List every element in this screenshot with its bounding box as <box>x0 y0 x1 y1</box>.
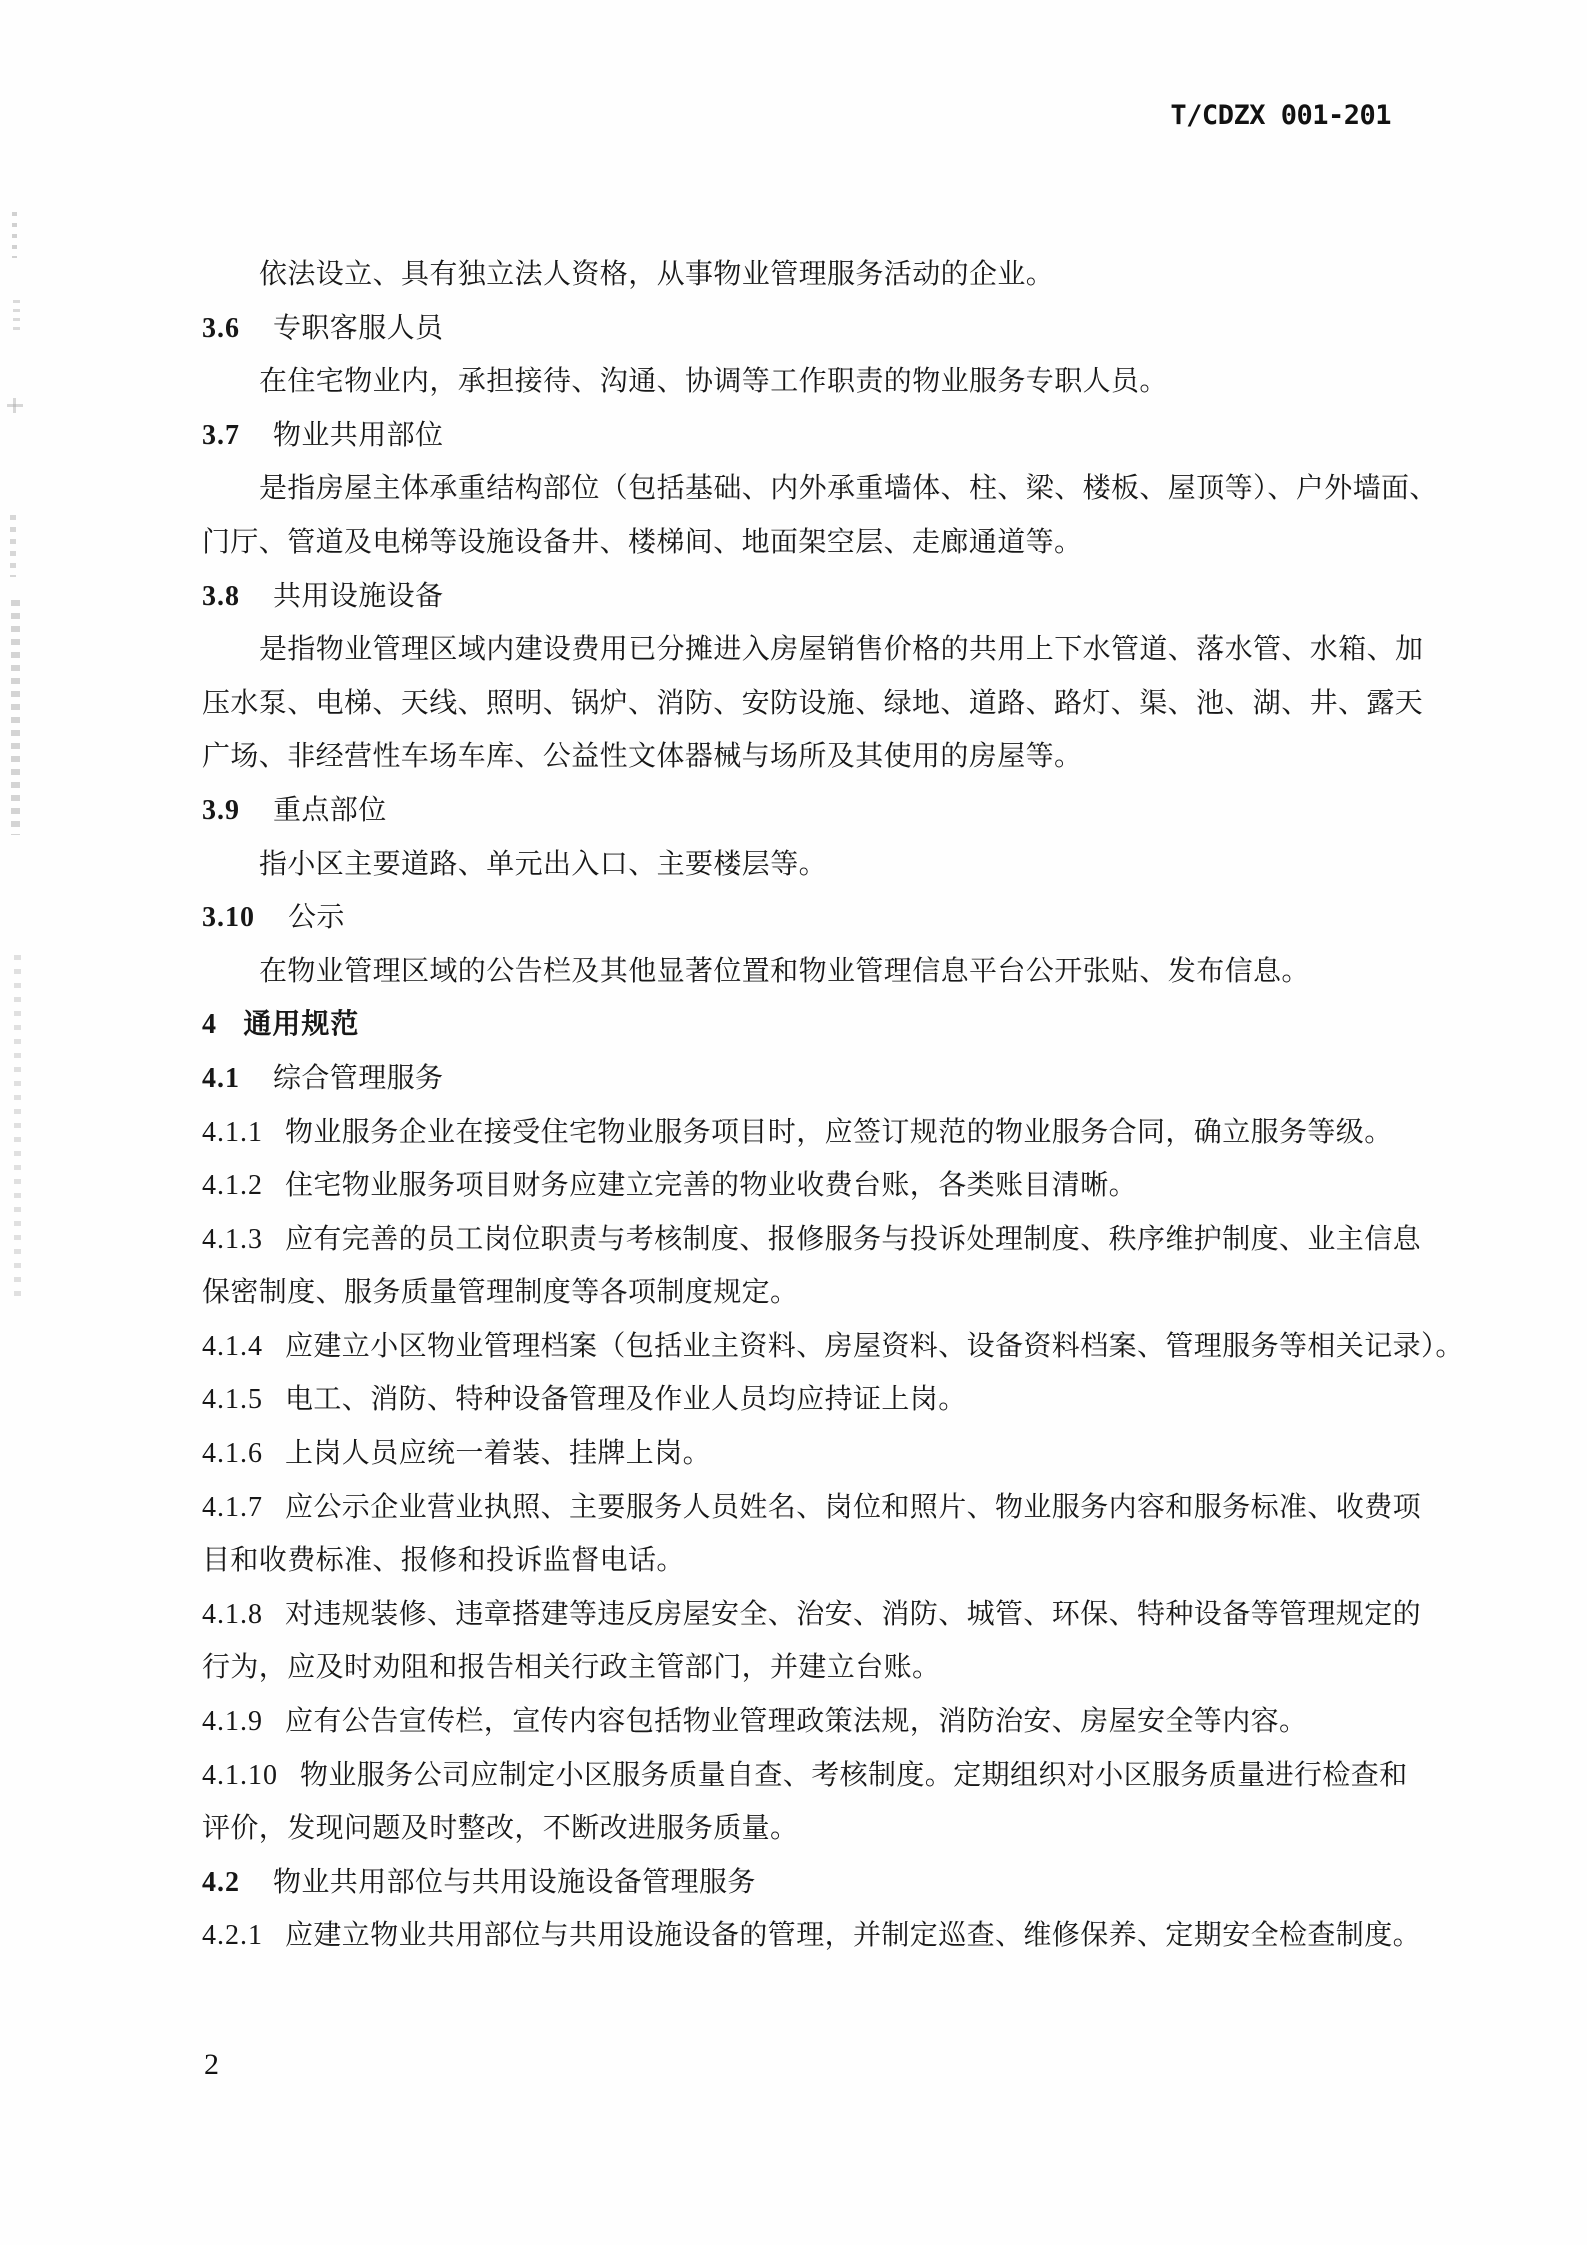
line-text: 物业共用部位与共用设施设备管理服务 <box>273 1866 756 1898</box>
line-text: 广场、非经营性车场车库、公益性文体器械与场所及其使用的房屋等。 <box>202 741 1083 773</box>
paragraph-line <box>202 730 1442 784</box>
line-text: 应建立小区物业管理档案（包括业主资料、房屋资料、设备资料档案、管理服务等相关记录）。 <box>285 1330 1464 1362</box>
line-text: 住宅物业服务项目财务应建立完善的物业收费台账，各类账目清晰。 <box>285 1170 1138 1202</box>
clause-number: 4.1.5 <box>202 1384 263 1416</box>
paragraph-line <box>202 355 1442 409</box>
clause-line <box>202 1481 1442 1535</box>
line-text: 评价，发现问题及时整改，不断改进服务质量。 <box>202 1813 799 1845</box>
clause-line <box>202 1909 1442 1963</box>
clause-number: 4.2 <box>202 1866 240 1898</box>
line-text: 对违规装修、违章搭建等违反房屋安全、治安、消防、城管、环保、特种设备等管理规定的 <box>285 1598 1422 1630</box>
section-heading <box>202 302 1442 356</box>
scan-artifact <box>13 300 20 330</box>
section-heading <box>202 570 1442 624</box>
paragraph-line <box>202 838 1442 892</box>
clause-number: 4.1.1 <box>202 1116 263 1148</box>
line-text: 应建立物业共用部位与共用设施设备的管理，并制定巡查、维修保养、定期安全检查制度。 <box>285 1920 1422 1952</box>
paragraph-line <box>202 1534 1442 1588</box>
section-heading <box>202 409 1442 463</box>
paragraph-line <box>202 248 1442 302</box>
section-heading <box>202 891 1442 945</box>
line-text: 应有完善的员工岗位职责与考核制度、报修服务与投诉处理制度、秩序维护制度、业主信息 <box>285 1223 1422 1255</box>
clause-line <box>202 1159 1442 1213</box>
line-text: 物业共用部位 <box>273 419 444 451</box>
clause-line <box>202 1106 1442 1160</box>
clause-number: 4.1 <box>202 1062 240 1094</box>
scan-artifact <box>13 398 16 413</box>
clause-line <box>202 1588 1442 1642</box>
paragraph-line <box>202 623 1442 677</box>
line-text: 是指物业管理区域内建设费用已分摊进入房屋销售价格的共用上下水管道、落水管、水箱、加 <box>259 634 1424 666</box>
line-text: 物业服务公司应制定小区服务质量自查、考核制度。定期组织对小区服务质量进行检查和 <box>300 1759 1408 1791</box>
clause-number: 4.1.2 <box>202 1170 263 1202</box>
line-text: 压水泵、电梯、天线、照明、锅炉、消防、安防设施、绿地、道路、路灯、渠、池、湖、井、露天 <box>202 687 1424 719</box>
scan-artifact <box>7 404 23 407</box>
clause-number: 4.1.4 <box>202 1330 263 1362</box>
line-text: 目和收费标准、报修和投诉监督电话。 <box>202 1545 685 1577</box>
clause-number: 4.1.6 <box>202 1438 263 1470</box>
line-text: 依法设立、具有独立法人资格，从事物业管理服务活动的企业。 <box>259 259 1055 290</box>
line-text: 电工、消防、特种设备管理及作业人员均应持证上岗。 <box>285 1384 967 1416</box>
clause-number: 3.9 <box>202 794 240 826</box>
document-body <box>202 248 1464 1963</box>
clause-line <box>202 1695 1442 1749</box>
paragraph-line <box>202 1641 1442 1695</box>
line-text: 应有公告宣传栏，宣传内容包括物业管理政策法规，消防治安、房屋安全等内容。 <box>285 1706 1308 1738</box>
clause-number: 3.10 <box>202 902 255 934</box>
clause-number: 4.1.10 <box>202 1759 278 1791</box>
line-text: 公示 <box>288 902 345 934</box>
clause-number: 4 <box>202 1009 217 1041</box>
line-text: 综合管理服务 <box>273 1062 444 1094</box>
clause-line <box>202 1427 1442 1481</box>
clause-number: 4.1.9 <box>202 1706 263 1738</box>
scan-artifact <box>14 955 21 1300</box>
line-text: 上岗人员应统一着装、挂牌上岗。 <box>285 1438 712 1470</box>
line-text: 保密制度、服务质量管理制度等各项制度规定。 <box>202 1277 799 1309</box>
paragraph-line <box>202 1266 1442 1320</box>
scan-artifact <box>12 212 17 258</box>
clause-line <box>202 1320 1464 1374</box>
clause-number: 3.8 <box>202 580 240 612</box>
paragraph-line <box>202 462 1442 516</box>
clause-number: 4.1.3 <box>202 1223 263 1255</box>
clause-line <box>202 1213 1442 1267</box>
line-text: 通用规范 <box>243 1009 360 1041</box>
clause-number: 3.7 <box>202 419 240 451</box>
line-text: 行为，应及时劝阻和报告相关行政主管部门，并建立台账。 <box>202 1652 941 1684</box>
line-text: 是指房屋主体承重结构部位（包括基础、内外承重墙体、柱、梁、楼板、屋顶等）、户外墙面、 <box>259 473 1438 505</box>
chapter-heading <box>202 998 1442 1052</box>
line-text: 在住宅物业内，承担接待、沟通、协调等工作职责的物业服务专职人员。 <box>259 366 1168 398</box>
page-number: 2 <box>204 2048 219 2081</box>
paragraph-line <box>202 516 1442 570</box>
scan-artifact <box>10 515 16 577</box>
clause-number: 4.2.1 <box>202 1920 263 1952</box>
paragraph-line <box>202 945 1442 999</box>
section-heading <box>202 784 1442 838</box>
paragraph-line <box>202 1802 1442 1856</box>
scan-artifact <box>11 600 20 835</box>
section-heading <box>202 1052 1442 1106</box>
line-text: 专职客服人员 <box>273 312 444 344</box>
line-text: 应公示企业营业执照、主要服务人员姓名、岗位和照片、物业服务内容和服务标准、收费项 <box>285 1491 1422 1523</box>
line-text: 在物业管理区域的公告栏及其他显著位置和物业管理信息平台公开张贴、发布信息。 <box>259 955 1310 987</box>
clause-line <box>202 1749 1442 1803</box>
standard-code-header: T/CDZX 001-201 <box>1170 100 1391 131</box>
section-heading <box>202 1856 1442 1910</box>
paragraph-line <box>202 677 1442 731</box>
line-text: 共用设施设备 <box>273 580 444 612</box>
clause-number: 3.6 <box>202 312 240 344</box>
line-text: 重点部位 <box>273 794 387 826</box>
line-text: 门厅、管道及电梯等设施设备井、楼梯间、地面架空层、走廊通道等。 <box>202 526 1083 558</box>
clause-number: 4.1.7 <box>202 1491 263 1523</box>
line-text: 物业服务企业在接受住宅物业服务项目时，应签订规范的物业服务合同，确立服务等级。 <box>285 1116 1393 1148</box>
clause-number: 4.1.8 <box>202 1598 263 1630</box>
line-text: 指小区主要道路、单元出入口、主要楼层等。 <box>259 848 828 880</box>
clause-line <box>202 1373 1442 1427</box>
